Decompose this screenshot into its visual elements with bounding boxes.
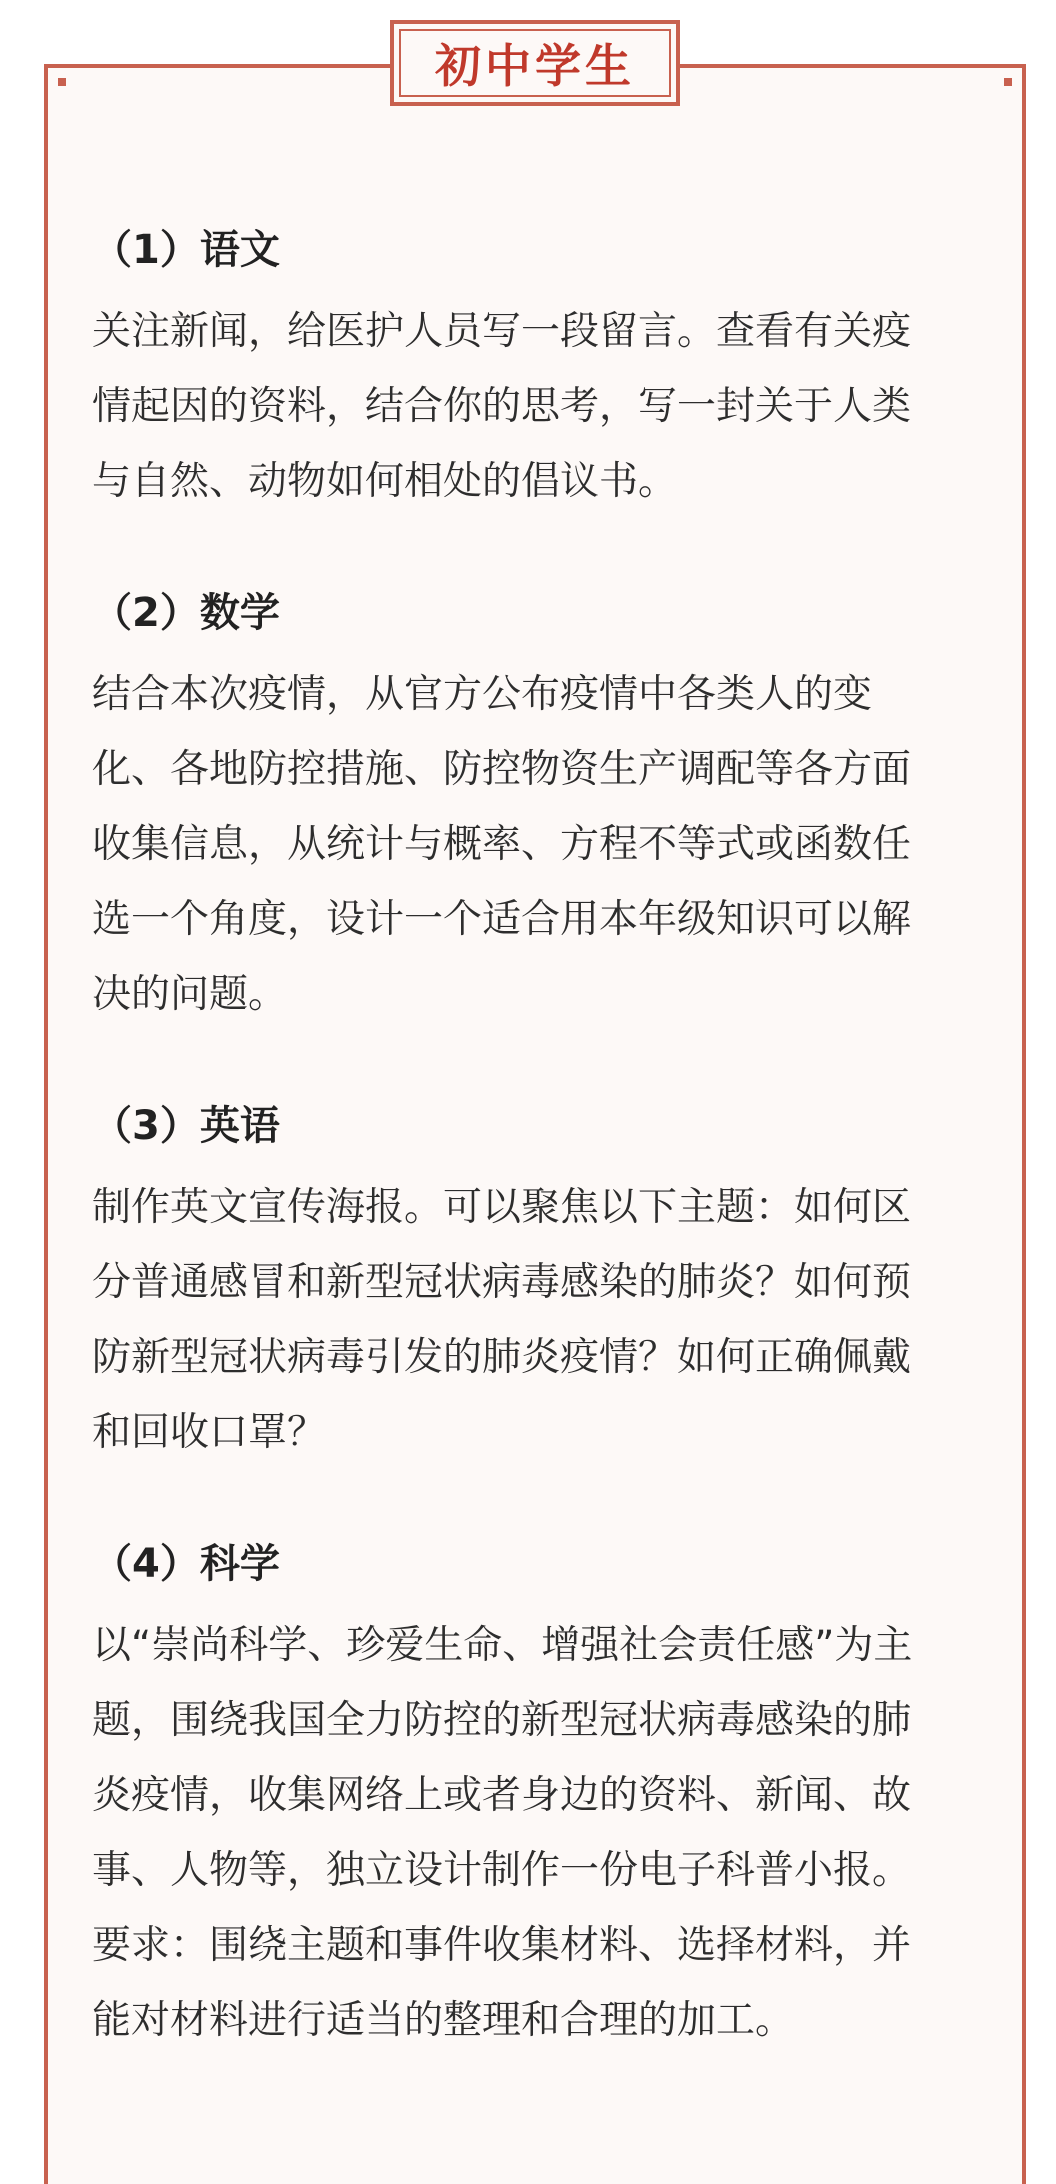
section-math <box>92 583 992 1032</box>
text-line: 防新型冠状病毒引发的肺炎疫情？如何正确佩戴 <box>92 1335 912 1380</box>
text-line: 分普通感冒和新型冠状病毒感染的肺炎？如何预 <box>92 1260 912 1305</box>
text-line: 与自然、动物如何相处的倡议书。 <box>92 459 678 504</box>
text-line: 题，围绕我国全力防控的新型冠状病毒感染的肺 <box>92 1698 912 1743</box>
text-line: 以“崇尚科学、珍爱生命、增强社会责任感”为主 <box>92 1623 913 1668</box>
title-box <box>390 20 680 106</box>
text-line: 和回收口罩？ <box>92 1410 327 1455</box>
text-line: 炎疫情，收集网络上或者身边的资料、新闻、故 <box>92 1773 912 1818</box>
page-title: 初中学生 <box>399 29 671 97</box>
section-paragraph <box>92 657 992 1032</box>
text-line: 制作英文宣传海报。可以聚焦以下主题：如何区 <box>92 1185 912 1230</box>
text-line: 要求：围绕主题和事件收集材料、选择材料，并 <box>92 1923 912 1968</box>
section-heading: （4）科学 <box>92 1541 280 1587</box>
text-line: 结合本次疫情，从官方公布疫情中各类人的变 <box>92 672 873 717</box>
corner-dot-right <box>1004 78 1012 86</box>
section-heading: （3）英语 <box>92 1103 280 1149</box>
corner-dot-left <box>58 78 66 86</box>
text-line: 选一个角度，设计一个适合用本年级知识可以解 <box>92 897 912 942</box>
section-paragraph <box>92 1170 992 1470</box>
text-line: 情起因的资料，结合你的思考，写一封关于人类 <box>92 384 912 429</box>
text-line: 收集信息，从统计与概率、方程不等式或函数任 <box>92 822 912 867</box>
text-line: 能对材料进行适当的整理和合理的加工。 <box>92 1998 795 2043</box>
section-heading: （2）数学 <box>92 590 280 636</box>
text-line: 决的问题。 <box>92 972 288 1017</box>
section-science <box>92 1534 992 2058</box>
section-chinese <box>92 220 992 519</box>
content <box>92 220 992 2058</box>
text-line: 关注新闻，给医护人员写一段留言。查看有关疫 <box>92 309 912 354</box>
section-heading: （1）语文 <box>92 227 280 273</box>
section-english <box>92 1096 992 1470</box>
text-line: 事、人物等，独立设计制作一份电子科普小报。 <box>92 1848 912 1893</box>
text-line: 化、各地防控措施、防控物资生产调配等各方面 <box>92 747 912 792</box>
section-paragraph <box>92 294 992 519</box>
section-paragraph <box>92 1608 992 2058</box>
